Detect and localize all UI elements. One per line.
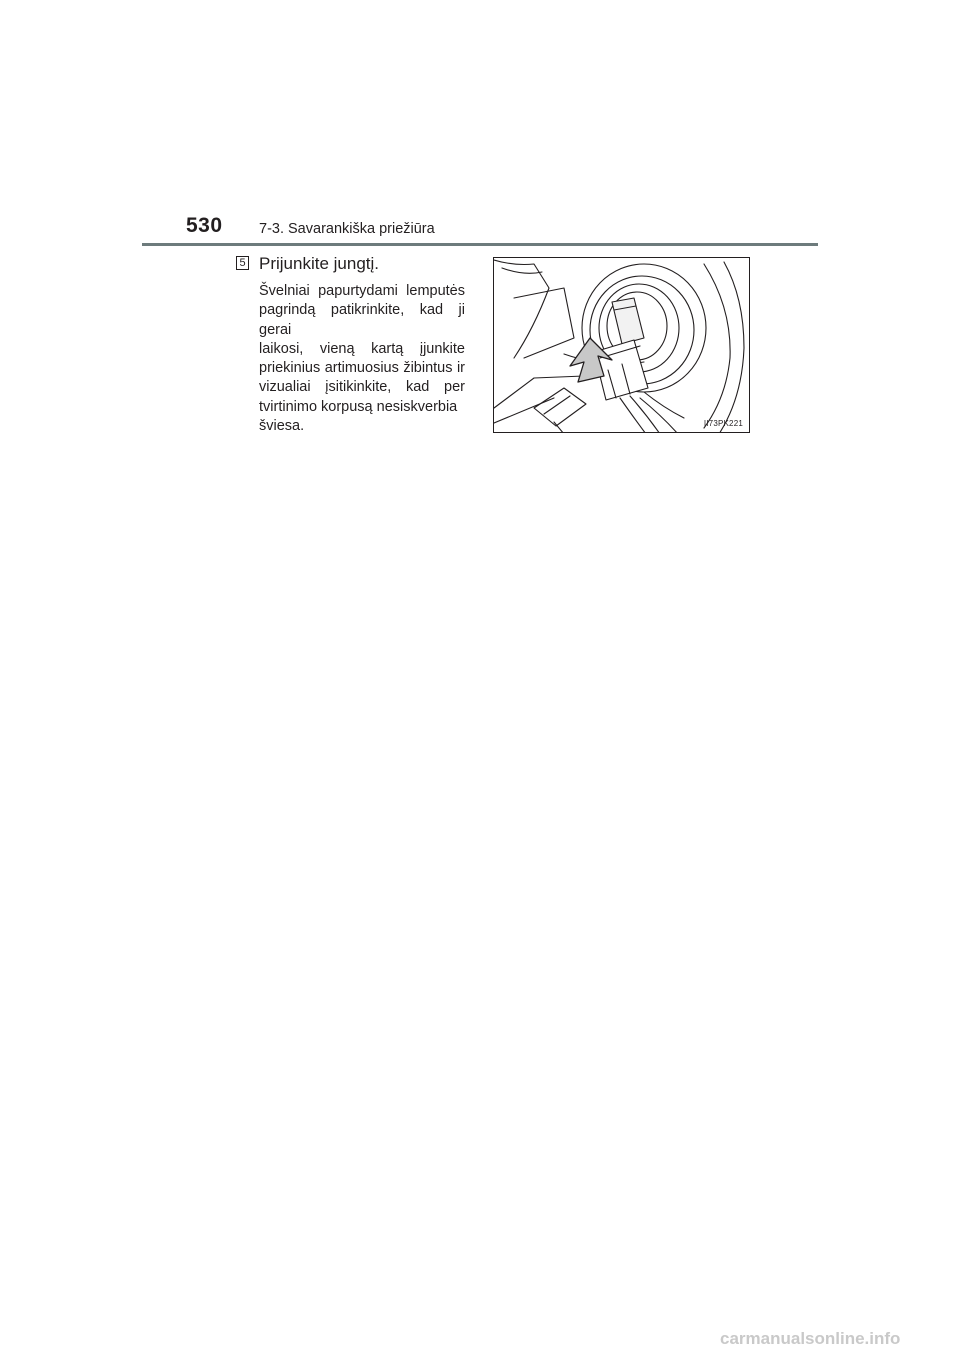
step-body-line: tvirtinimo korpusą nesiskverbia — [259, 398, 458, 415]
step-body-line: Švelniai papurtydami lemputės — [259, 283, 465, 299]
figure-code: II73PK221 — [703, 419, 743, 428]
step-body — [259, 282, 465, 436]
step-body-line: šviesa. — [259, 418, 305, 435]
header-rule — [142, 243, 818, 246]
page-number: 530 — [186, 214, 223, 237]
figure — [493, 257, 750, 433]
step-body-line: priekinius artimuosius žibintus ir — [259, 360, 465, 377]
step-body-line: pagrindą patikrinkite, kad ji gerai — [259, 302, 465, 338]
step-number-badge: 5 — [236, 256, 249, 270]
headlight-connector-illustration — [494, 258, 750, 433]
step-body-line: vizualiai įsitikinkite, kad per — [259, 379, 465, 396]
step-heading: Prijunkite jungtį. — [259, 254, 380, 273]
watermark: carmanualsonline.info — [720, 1329, 901, 1348]
section-title: 7-3. Savarankiška priežiūra — [259, 221, 435, 237]
step-body-line: laikosi, vieną kartą įjunkite — [259, 340, 465, 357]
